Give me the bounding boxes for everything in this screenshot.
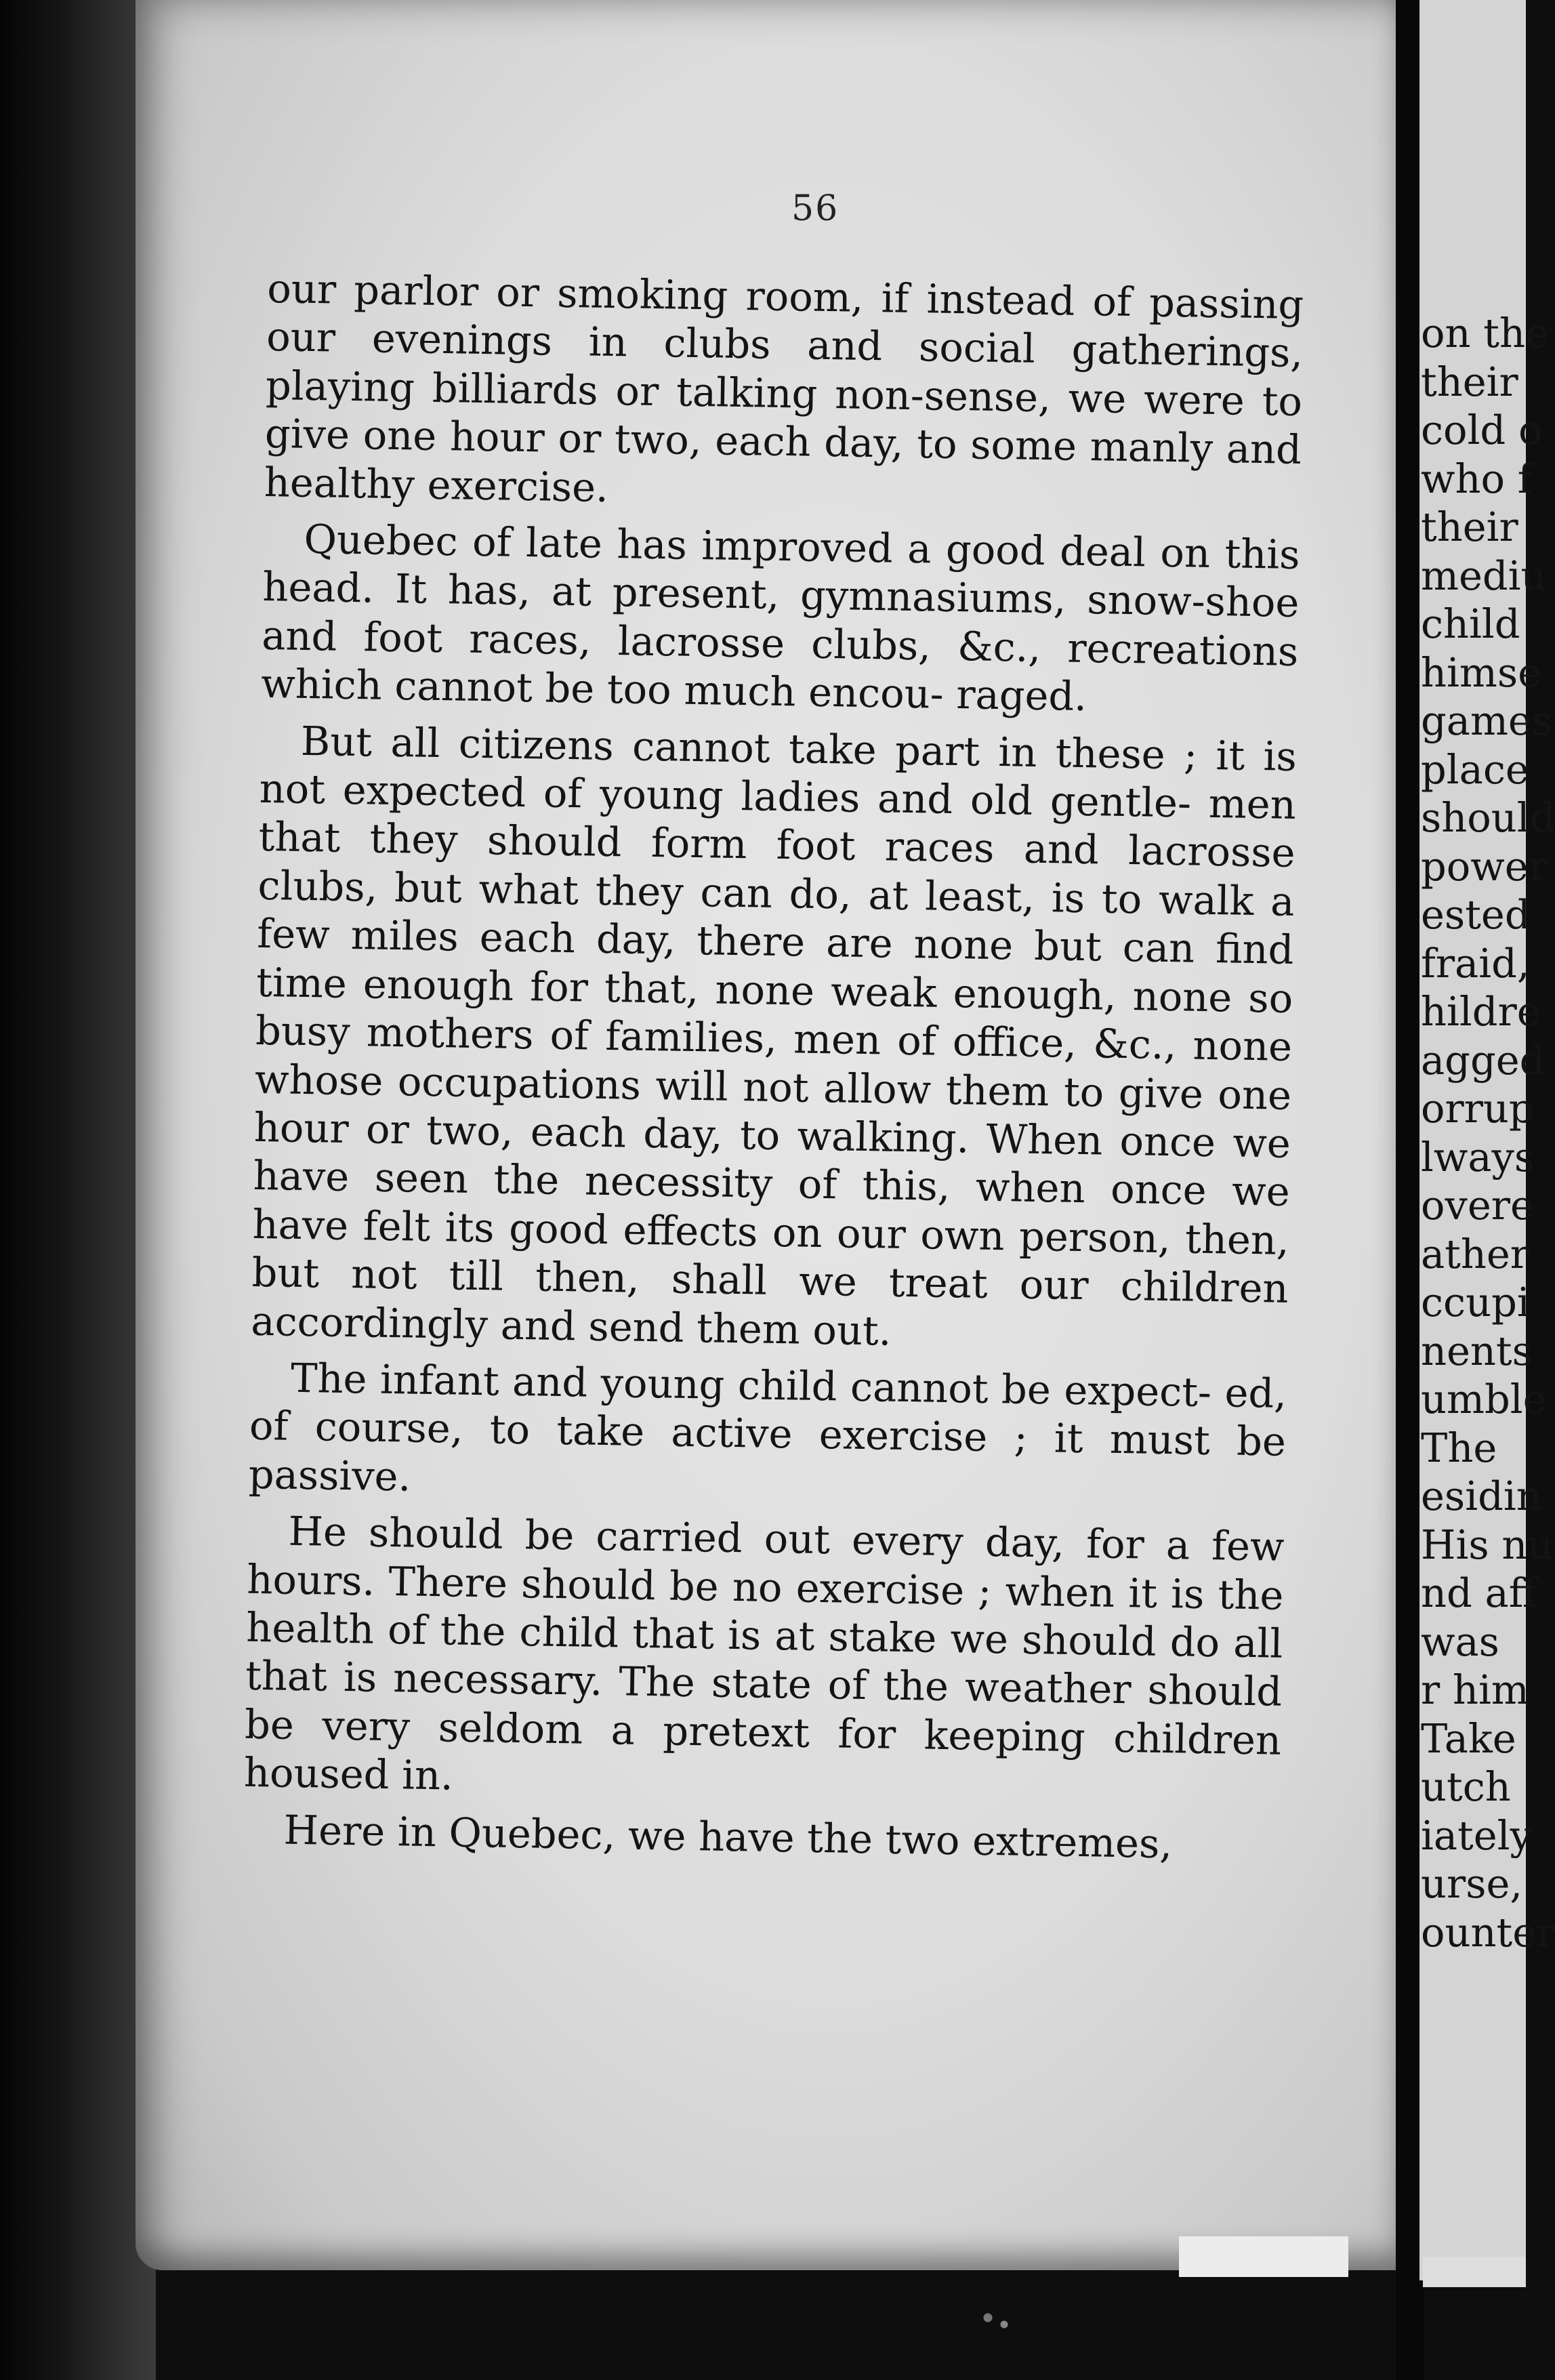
right-page-line: ccupi bbox=[1421, 1279, 1530, 1326]
right-page-line: iately bbox=[1421, 1811, 1533, 1859]
text-line: He should be carried out every day, for a few bbox=[288, 1507, 1285, 1570]
text-line: to walk a few miles each day, there are none bbox=[256, 875, 1295, 969]
text-line: Here in Quebec, we have the two extremes, bbox=[283, 1806, 1173, 1867]
text-line: is the health of the child that is at stake we bbox=[245, 1569, 1284, 1663]
text-line: But all citizens cannot take part in these ; it bbox=[300, 717, 1245, 779]
right-page-line: hildre bbox=[1421, 988, 1541, 1035]
right-page-line: urse, bbox=[1421, 1860, 1523, 1907]
right-page-line: was bbox=[1421, 1618, 1499, 1665]
text-line: snow-shoe and foot races, lacrosse clubs, &c., bbox=[261, 576, 1300, 671]
text-line: the weather should be very seldom a pretext bbox=[244, 1662, 1283, 1757]
right-page-line: The bbox=[1421, 1424, 1497, 1471]
right-page-line: nd aff bbox=[1421, 1569, 1537, 1616]
page-number: 56 bbox=[791, 188, 839, 229]
text-line: our evenings in clubs and social gatherings, bbox=[266, 313, 1304, 377]
paragraph bbox=[243, 1506, 1285, 1813]
right-page-line: esidin bbox=[1421, 1473, 1542, 1519]
text-line: is not expected of young ladies and old gentle- bbox=[259, 732, 1298, 827]
text-line: hours. There should be no exercise ; when it bbox=[246, 1555, 1158, 1617]
text-line: recreations which cannot be too much encou- bbox=[260, 624, 1299, 718]
text-line: Quebec of late has improved a good deal on bbox=[304, 515, 1211, 577]
right-page-line: nents bbox=[1421, 1327, 1533, 1374]
right-page-line: ounter bbox=[1421, 1908, 1555, 1956]
right-page-line: ested bbox=[1421, 891, 1531, 938]
right-page-line: himse bbox=[1421, 649, 1542, 696]
page-edge bbox=[1179, 2236, 1348, 2277]
text-line: then, shall we treat our children accordingly bbox=[250, 1253, 1289, 1348]
text-line: our parlor or smoking room, if instead of passing bbox=[266, 264, 1304, 329]
text-line: raged. bbox=[955, 671, 1087, 720]
text-line: enough, none so busy mothers of families, men bbox=[255, 969, 1293, 1064]
right-page-line: r him bbox=[1421, 1666, 1529, 1713]
right-page-line: Take bbox=[1421, 1715, 1516, 1762]
right-page-line: on the bbox=[1421, 310, 1549, 356]
paragraph bbox=[248, 1353, 1287, 1515]
right-page-line: utch bbox=[1421, 1763, 1511, 1810]
right-page-line: agged bbox=[1421, 1036, 1546, 1084]
paragraph bbox=[251, 716, 1297, 1361]
text-line: The infant and young child cannot be expect- bbox=[290, 1354, 1212, 1416]
text-line: to walking. When once we have seen the bbox=[253, 1111, 1291, 1204]
text-line: good effects on our own person, then, but not till bbox=[251, 1204, 1290, 1300]
right-page bbox=[1419, 0, 1555, 2280]
text-line: but can find time enough for that, none weak bbox=[255, 922, 1294, 1017]
right-page-line: games bbox=[1421, 697, 1553, 744]
right-page-line: place bbox=[1421, 745, 1529, 793]
text-line: manly and healthy exercise. bbox=[264, 423, 1302, 511]
scan-specks bbox=[976, 2304, 1016, 2338]
text-line: ed, of course, to take active exercise ; it must bbox=[249, 1369, 1287, 1464]
text-line: lacrosse clubs, but what they can do, at least, is bbox=[257, 827, 1296, 922]
right-page-line: orrup bbox=[1421, 1085, 1535, 1132]
text-line: men that they should form foot races and bbox=[258, 779, 1297, 874]
right-page-line: ather bbox=[1421, 1230, 1530, 1277]
right-page-line: lways bbox=[1421, 1133, 1535, 1181]
text-line: allow them to give one hour or two, each day, bbox=[253, 1064, 1292, 1158]
page-edge bbox=[1423, 2257, 1526, 2287]
text-line: to give one hour or two, each day, to some bbox=[264, 377, 1303, 470]
right-page-line: overe bbox=[1421, 1182, 1534, 1229]
text-line: should do all that is necessary. The state of bbox=[245, 1616, 1283, 1709]
text-line: necessity of this, when once we have felt its bbox=[252, 1157, 1291, 1252]
right-page-line: fraid, bbox=[1421, 939, 1530, 987]
paragraph bbox=[261, 514, 1300, 724]
book-binding bbox=[0, 0, 156, 2380]
text-line: this head. It has, at present, gymnasiums, bbox=[262, 530, 1300, 623]
right-page-line: their bbox=[1421, 504, 1518, 550]
text-line: of office, &c., none whose occupations will not bbox=[254, 1017, 1293, 1111]
text-line: and send them out. bbox=[500, 1301, 892, 1355]
right-page-line: should bbox=[1421, 794, 1555, 841]
body-text bbox=[243, 264, 1304, 1870]
right-page-line: who f bbox=[1421, 455, 1533, 502]
right-page-line: their bbox=[1421, 358, 1518, 405]
text-line: playing billiards or talking non-sense, we were bbox=[265, 361, 1245, 424]
text-line: be passive. bbox=[248, 1418, 1287, 1500]
text-line: for keeping children housed in. bbox=[243, 1710, 1282, 1799]
right-page-line: mediu bbox=[1421, 552, 1547, 599]
right-page-line: power bbox=[1421, 842, 1548, 890]
right-page-line: His nu bbox=[1421, 1521, 1554, 1568]
right-page-line: child bbox=[1421, 600, 1520, 647]
right-page-text bbox=[1421, 309, 1555, 1956]
right-page-line: cold o bbox=[1421, 407, 1543, 453]
right-page-line: umble bbox=[1421, 1376, 1547, 1422]
paragraph bbox=[264, 264, 1304, 522]
